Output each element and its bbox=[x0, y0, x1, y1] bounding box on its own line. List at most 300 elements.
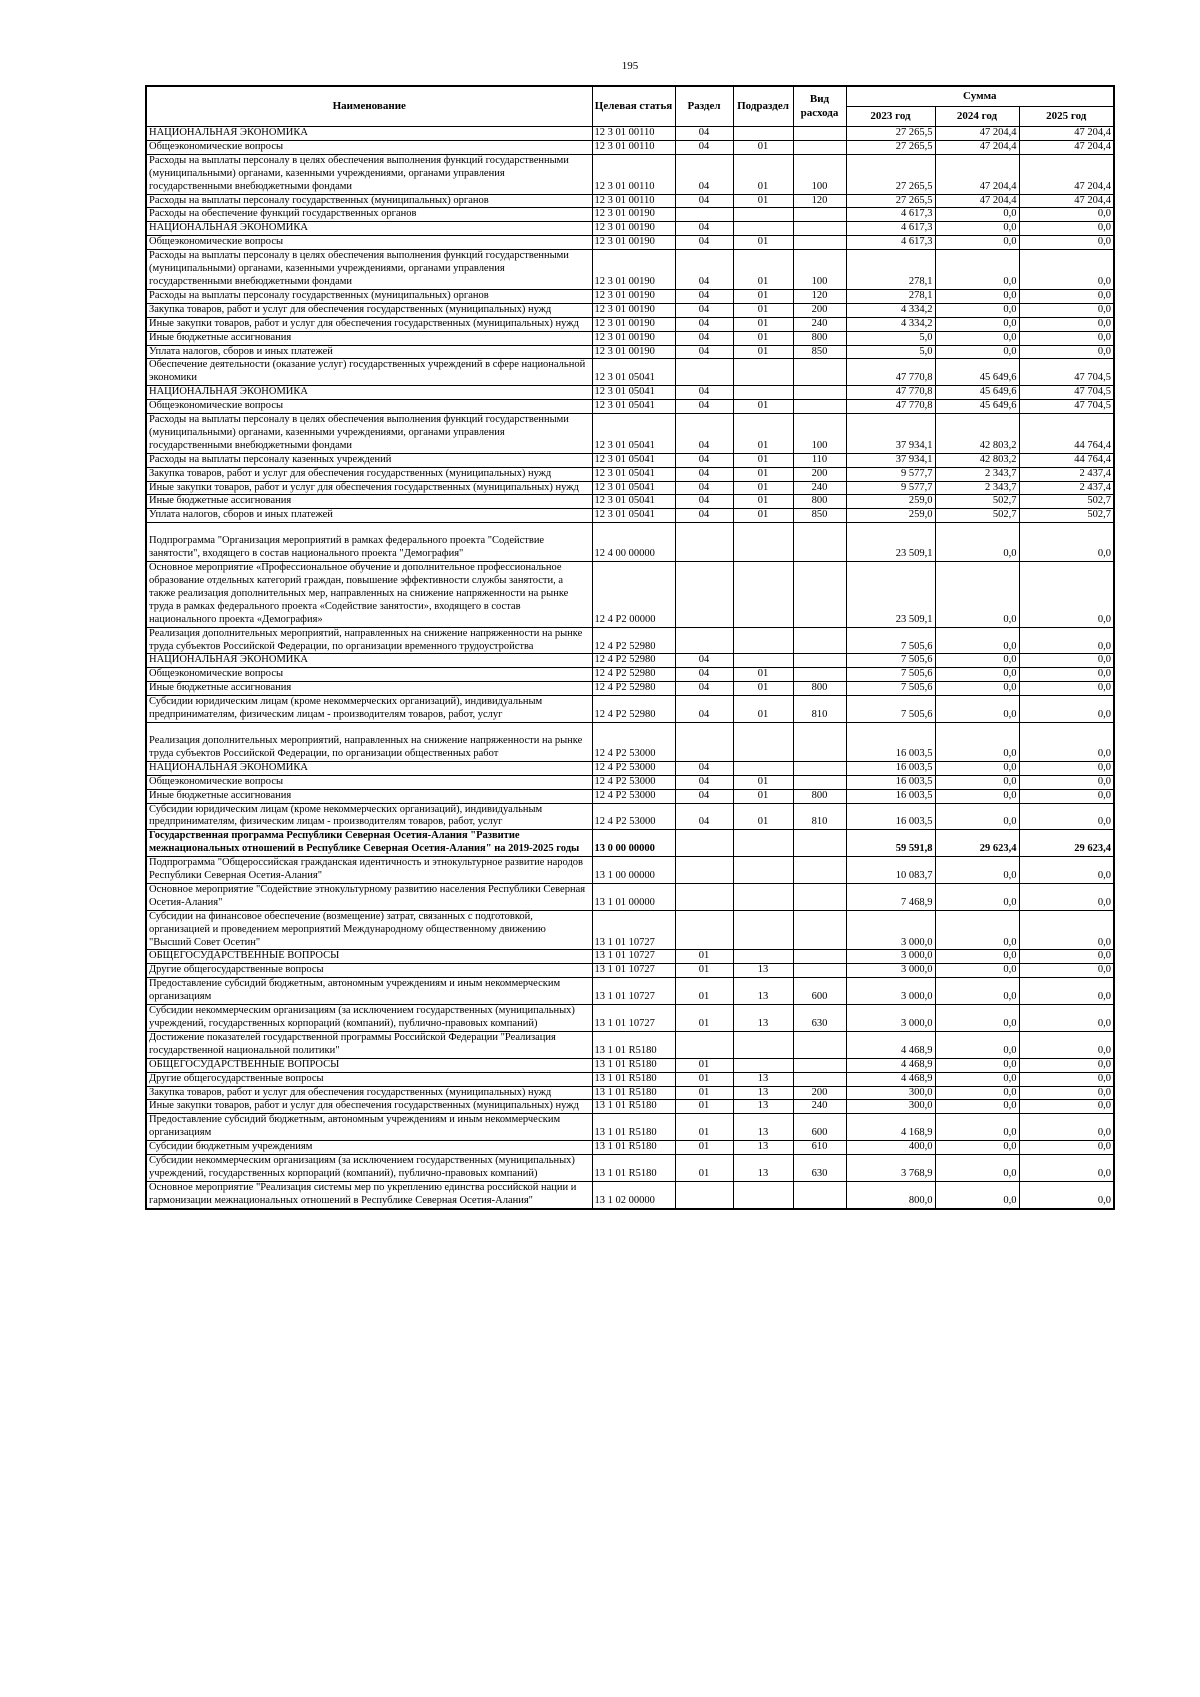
row-target-code: 12 4 P2 53000 bbox=[592, 775, 675, 789]
row-subsection: 01 bbox=[733, 289, 793, 303]
table-row bbox=[146, 830, 1114, 857]
row-section: 01 bbox=[675, 1155, 733, 1182]
row-name: Общеэкономические вопросы bbox=[146, 140, 592, 154]
row-subsection: 01 bbox=[733, 400, 793, 414]
row-sum-2023: 10 083,7 bbox=[846, 857, 935, 884]
row-subsection: 01 bbox=[733, 331, 793, 345]
row-sum-2025: 44 764,4 bbox=[1019, 453, 1114, 467]
row-target-code: 12 3 01 00110 bbox=[592, 154, 675, 194]
table-row bbox=[146, 359, 1114, 386]
row-name: Субсидии на финансовое обеспечение (возмещение) затрат, связанных с подготовкой, организацией и проведением мероприятий Международному общественному движению "Высший Совет Осетин" bbox=[146, 910, 592, 950]
row-sum-2023: 3 000,0 bbox=[846, 950, 935, 964]
table-row bbox=[146, 803, 1114, 830]
row-sum-2023: 4 617,3 bbox=[846, 222, 935, 236]
row-sum-2025: 0,0 bbox=[1019, 222, 1114, 236]
table-row bbox=[146, 910, 1114, 950]
row-subsection bbox=[733, 386, 793, 400]
row-sum-2023: 16 003,5 bbox=[846, 775, 935, 789]
row-section: 04 bbox=[675, 331, 733, 345]
row-sum-2024: 0,0 bbox=[935, 317, 1019, 331]
table-row bbox=[146, 317, 1114, 331]
row-sum-2024: 0,0 bbox=[935, 668, 1019, 682]
row-name: Расходы на выплаты персоналу в целях обеспечения выполнения функций государственными (муниципальными) органами, казенными учреждениями, органами управления государственными внебюджетными фондами bbox=[146, 250, 592, 290]
table-row bbox=[146, 127, 1114, 141]
row-expense-type bbox=[793, 654, 846, 668]
row-subsection: 01 bbox=[733, 696, 793, 723]
row-sum-2025: 0,0 bbox=[1019, 1155, 1114, 1182]
row-section: 04 bbox=[675, 289, 733, 303]
row-sum-2024: 47 204,4 bbox=[935, 140, 1019, 154]
row-sum-2024: 45 649,6 bbox=[935, 359, 1019, 386]
header-name: Наименование bbox=[146, 86, 592, 127]
row-name: ОБЩЕГОСУДАРСТВЕННЫЕ ВОПРОСЫ bbox=[146, 1058, 592, 1072]
row-sum-2025: 47 704,5 bbox=[1019, 400, 1114, 414]
row-sum-2023: 47 770,8 bbox=[846, 359, 935, 386]
table-row bbox=[146, 682, 1114, 696]
table-row bbox=[146, 481, 1114, 495]
row-sum-2025: 44 764,4 bbox=[1019, 414, 1114, 454]
row-sum-2023: 3 000,0 bbox=[846, 910, 935, 950]
row-sum-2024: 47 204,4 bbox=[935, 194, 1019, 208]
row-section: 04 bbox=[675, 761, 733, 775]
row-section bbox=[675, 359, 733, 386]
row-target-code: 12 4 P2 52980 bbox=[592, 627, 675, 654]
row-subsection bbox=[733, 722, 793, 761]
row-sum-2024: 0,0 bbox=[935, 857, 1019, 884]
row-section bbox=[675, 910, 733, 950]
row-expense-type: 200 bbox=[793, 467, 846, 481]
row-sum-2023: 4 468,9 bbox=[846, 1072, 935, 1086]
table-row bbox=[146, 1086, 1114, 1100]
row-subsection: 01 bbox=[733, 453, 793, 467]
table-row bbox=[146, 523, 1114, 562]
row-subsection bbox=[733, 627, 793, 654]
row-target-code: 13 1 01 10727 bbox=[592, 1005, 675, 1032]
row-section bbox=[675, 562, 733, 628]
row-sum-2023: 4 468,9 bbox=[846, 1031, 935, 1058]
row-name: Общеэкономические вопросы bbox=[146, 668, 592, 682]
table-row bbox=[146, 1100, 1114, 1114]
row-sum-2024: 0,0 bbox=[935, 978, 1019, 1005]
row-sum-2023: 9 577,7 bbox=[846, 467, 935, 481]
row-target-code: 12 4 P2 53000 bbox=[592, 803, 675, 830]
table-row bbox=[146, 1181, 1114, 1208]
table-row bbox=[146, 668, 1114, 682]
row-subsection bbox=[733, 208, 793, 222]
row-name: Основное мероприятие «Профессиональное обучение и дополнительное профессиональное образование отдельных категорий граждан, повышение эффективности службы занятости, а также реализация дополнительных мер, направленных на снижение напряженности на рынке труда в рамках федерального проекта «Содействие занятости», входящего в состав национального проекта «Демография» bbox=[146, 562, 592, 628]
row-sum-2023: 47 770,8 bbox=[846, 386, 935, 400]
row-sum-2025: 47 204,4 bbox=[1019, 154, 1114, 194]
row-target-code: 12 3 01 05041 bbox=[592, 386, 675, 400]
header-section: Раздел bbox=[675, 86, 733, 127]
row-sum-2023: 16 003,5 bbox=[846, 789, 935, 803]
row-sum-2025: 0,0 bbox=[1019, 761, 1114, 775]
row-sum-2023: 400,0 bbox=[846, 1141, 935, 1155]
row-subsection bbox=[733, 910, 793, 950]
row-section: 04 bbox=[675, 154, 733, 194]
table-row bbox=[146, 400, 1114, 414]
row-subsection bbox=[733, 761, 793, 775]
row-sum-2024: 42 803,2 bbox=[935, 453, 1019, 467]
row-subsection: 13 bbox=[733, 1155, 793, 1182]
row-target-code: 12 3 01 00190 bbox=[592, 331, 675, 345]
row-sum-2025: 0,0 bbox=[1019, 1114, 1114, 1141]
table-row bbox=[146, 331, 1114, 345]
row-sum-2024: 0,0 bbox=[935, 1072, 1019, 1086]
row-section: 01 bbox=[675, 1141, 733, 1155]
row-expense-type bbox=[793, 1072, 846, 1086]
row-expense-type: 850 bbox=[793, 509, 846, 523]
row-name: Субсидии некоммерческим организациям (за исключением государственных (муниципальных) учреждений, государственных корпораций (компаний), публично-правовых компаний) bbox=[146, 1005, 592, 1032]
row-name: Государственная программа Республики Северная Осетия-Алания "Развитие межнациональных отношений в Республике Северная Осетия-Алания" на 2019-2025 годы bbox=[146, 830, 592, 857]
row-sum-2024: 45 649,6 bbox=[935, 400, 1019, 414]
row-expense-type bbox=[793, 1058, 846, 1072]
table-row bbox=[146, 303, 1114, 317]
table-row bbox=[146, 1005, 1114, 1032]
budget-table bbox=[145, 85, 1115, 1210]
row-name: Уплата налогов, сборов и иных платежей bbox=[146, 345, 592, 359]
row-sum-2023: 800,0 bbox=[846, 1181, 935, 1208]
row-name: Иные закупки товаров, работ и услуг для обеспечения государственных (муниципальных) нужд bbox=[146, 1100, 592, 1114]
row-sum-2023: 259,0 bbox=[846, 495, 935, 509]
row-name: Расходы на выплаты персоналу в целях обеспечения выполнения функций государственными (муниципальными) органами, казенными учреждениями, органами управления государственными внебюджетными фондами bbox=[146, 414, 592, 454]
row-sum-2024: 42 803,2 bbox=[935, 414, 1019, 454]
row-name: Иные бюджетные ассигнования bbox=[146, 331, 592, 345]
row-subsection bbox=[733, 523, 793, 562]
row-section: 01 bbox=[675, 1058, 733, 1072]
row-sum-2025: 0,0 bbox=[1019, 1005, 1114, 1032]
row-expense-type: 200 bbox=[793, 303, 846, 317]
row-sum-2024: 47 204,4 bbox=[935, 127, 1019, 141]
row-sum-2023: 3 000,0 bbox=[846, 978, 935, 1005]
row-sum-2025: 0,0 bbox=[1019, 883, 1114, 910]
row-expense-type bbox=[793, 400, 846, 414]
row-sum-2024: 0,0 bbox=[935, 964, 1019, 978]
row-expense-type bbox=[793, 208, 846, 222]
row-sum-2025: 0,0 bbox=[1019, 562, 1114, 628]
row-section: 04 bbox=[675, 696, 733, 723]
row-sum-2023: 47 770,8 bbox=[846, 400, 935, 414]
table-row bbox=[146, 289, 1114, 303]
row-section: 04 bbox=[675, 222, 733, 236]
row-target-code: 12 4 P2 52980 bbox=[592, 682, 675, 696]
row-section: 04 bbox=[675, 140, 733, 154]
row-name: Другие общегосударственные вопросы bbox=[146, 1072, 592, 1086]
row-target-code: 12 3 01 05041 bbox=[592, 359, 675, 386]
row-name: Расходы на обеспечение функций государственных органов bbox=[146, 208, 592, 222]
table-row bbox=[146, 722, 1114, 761]
row-sum-2023: 5,0 bbox=[846, 331, 935, 345]
row-sum-2023: 27 265,5 bbox=[846, 127, 935, 141]
row-section: 04 bbox=[675, 317, 733, 331]
row-expense-type: 800 bbox=[793, 682, 846, 696]
row-subsection: 01 bbox=[733, 467, 793, 481]
row-sum-2023: 16 003,5 bbox=[846, 803, 935, 830]
row-name: Субсидии юридическим лицам (кроме некоммерческих организаций), индивидуальным предпринимателям, физическим лицам - производителям товаров, работ, услуг bbox=[146, 696, 592, 723]
row-subsection: 01 bbox=[733, 345, 793, 359]
row-sum-2023: 300,0 bbox=[846, 1086, 935, 1100]
row-subsection: 01 bbox=[733, 414, 793, 454]
row-sum-2024: 0,0 bbox=[935, 222, 1019, 236]
row-expense-type: 100 bbox=[793, 250, 846, 290]
row-sum-2024: 0,0 bbox=[935, 789, 1019, 803]
row-subsection: 01 bbox=[733, 682, 793, 696]
row-sum-2025: 0,0 bbox=[1019, 250, 1114, 290]
table-row bbox=[146, 857, 1114, 884]
row-section: 04 bbox=[675, 194, 733, 208]
table-row bbox=[146, 208, 1114, 222]
row-sum-2024: 0,0 bbox=[935, 910, 1019, 950]
row-section: 04 bbox=[675, 453, 733, 467]
row-sum-2024: 0,0 bbox=[935, 523, 1019, 562]
row-sum-2025: 0,0 bbox=[1019, 1058, 1114, 1072]
row-sum-2025: 0,0 bbox=[1019, 523, 1114, 562]
row-expense-type: 810 bbox=[793, 696, 846, 723]
row-sum-2025: 0,0 bbox=[1019, 303, 1114, 317]
row-sum-2024: 0,0 bbox=[935, 696, 1019, 723]
row-expense-type bbox=[793, 668, 846, 682]
row-section bbox=[675, 883, 733, 910]
row-sum-2023: 4 617,3 bbox=[846, 208, 935, 222]
row-section: 04 bbox=[675, 789, 733, 803]
row-sum-2023: 7 505,6 bbox=[846, 627, 935, 654]
row-subsection: 01 bbox=[733, 509, 793, 523]
row-expense-type bbox=[793, 775, 846, 789]
row-subsection bbox=[733, 222, 793, 236]
table-row bbox=[146, 386, 1114, 400]
row-sum-2025: 0,0 bbox=[1019, 789, 1114, 803]
row-subsection: 13 bbox=[733, 1141, 793, 1155]
row-sum-2025: 0,0 bbox=[1019, 331, 1114, 345]
row-sum-2023: 23 509,1 bbox=[846, 562, 935, 628]
table-row bbox=[146, 562, 1114, 628]
row-section: 04 bbox=[675, 303, 733, 317]
row-subsection: 01 bbox=[733, 803, 793, 830]
row-sum-2024: 0,0 bbox=[935, 331, 1019, 345]
row-section: 04 bbox=[675, 654, 733, 668]
table-row bbox=[146, 236, 1114, 250]
row-section: 04 bbox=[675, 236, 733, 250]
row-subsection: 01 bbox=[733, 481, 793, 495]
row-target-code: 13 0 00 00000 bbox=[592, 830, 675, 857]
row-sum-2023: 27 265,5 bbox=[846, 194, 935, 208]
table-body bbox=[146, 127, 1114, 1209]
row-sum-2024: 0,0 bbox=[935, 722, 1019, 761]
row-sum-2025: 0,0 bbox=[1019, 236, 1114, 250]
table-row bbox=[146, 509, 1114, 523]
row-target-code: 13 1 01 R5180 bbox=[592, 1100, 675, 1114]
row-expense-type bbox=[793, 359, 846, 386]
row-section: 04 bbox=[675, 481, 733, 495]
row-name: Подпрограмма "Общероссийская гражданская идентичность и этнокультурное развитие народов Республики Северная Осетия-Алания" bbox=[146, 857, 592, 884]
table-row bbox=[146, 775, 1114, 789]
row-subsection: 01 bbox=[733, 250, 793, 290]
row-sum-2023: 5,0 bbox=[846, 345, 935, 359]
row-sum-2024: 0,0 bbox=[935, 1155, 1019, 1182]
row-name: Расходы на выплаты персоналу казенных учреждений bbox=[146, 453, 592, 467]
row-sum-2025: 0,0 bbox=[1019, 1086, 1114, 1100]
table-row bbox=[146, 140, 1114, 154]
row-subsection: 13 bbox=[733, 1114, 793, 1141]
row-name: Основное мероприятие "Содействие этнокультурному развитию населения Республики Северная Осетия-Алания" bbox=[146, 883, 592, 910]
row-expense-type: 800 bbox=[793, 331, 846, 345]
row-subsection: 13 bbox=[733, 978, 793, 1005]
row-expense-type: 110 bbox=[793, 453, 846, 467]
row-sum-2025: 0,0 bbox=[1019, 950, 1114, 964]
row-target-code: 13 1 01 R5180 bbox=[592, 1086, 675, 1100]
row-sum-2024: 29 623,4 bbox=[935, 830, 1019, 857]
row-subsection: 13 bbox=[733, 1086, 793, 1100]
row-subsection bbox=[733, 127, 793, 141]
row-target-code: 12 3 01 05041 bbox=[592, 495, 675, 509]
row-sum-2025: 47 204,4 bbox=[1019, 194, 1114, 208]
row-subsection: 01 bbox=[733, 236, 793, 250]
row-section: 01 bbox=[675, 950, 733, 964]
row-name: НАЦИОНАЛЬНАЯ ЭКОНОМИКА bbox=[146, 386, 592, 400]
row-target-code: 12 4 P2 53000 bbox=[592, 722, 675, 761]
row-name: Закупка товаров, работ и услуг для обеспечения государственных (муниципальных) нужд bbox=[146, 303, 592, 317]
row-expense-type: 100 bbox=[793, 414, 846, 454]
row-target-code: 13 1 01 R5180 bbox=[592, 1155, 675, 1182]
row-target-code: 12 3 01 00190 bbox=[592, 345, 675, 359]
row-sum-2025: 0,0 bbox=[1019, 722, 1114, 761]
row-subsection: 01 bbox=[733, 775, 793, 789]
row-sum-2025: 502,7 bbox=[1019, 509, 1114, 523]
row-target-code: 13 1 01 R5180 bbox=[592, 1072, 675, 1086]
row-name: Закупка товаров, работ и услуг для обеспечения государственных (муниципальных) нужд bbox=[146, 467, 592, 481]
table-row bbox=[146, 495, 1114, 509]
row-target-code: 12 3 01 00110 bbox=[592, 140, 675, 154]
row-section: 04 bbox=[675, 495, 733, 509]
row-sum-2024: 502,7 bbox=[935, 509, 1019, 523]
row-name: Иные бюджетные ассигнования bbox=[146, 682, 592, 696]
row-section: 04 bbox=[675, 775, 733, 789]
row-name: Расходы на выплаты персоналу государственных (муниципальных) органов bbox=[146, 194, 592, 208]
row-name: Обеспечение деятельности (оказание услуг) государственных учреждений в сфере национальной экономики bbox=[146, 359, 592, 386]
row-sum-2023: 4 334,2 bbox=[846, 317, 935, 331]
row-sum-2024: 0,0 bbox=[935, 1005, 1019, 1032]
header-subsection: Подраздел bbox=[733, 86, 793, 127]
row-target-code: 12 4 P2 52980 bbox=[592, 696, 675, 723]
row-sum-2023: 259,0 bbox=[846, 509, 935, 523]
row-subsection bbox=[733, 830, 793, 857]
row-sum-2023: 3 000,0 bbox=[846, 964, 935, 978]
row-sum-2025: 29 623,4 bbox=[1019, 830, 1114, 857]
row-sum-2025: 0,0 bbox=[1019, 775, 1114, 789]
row-sum-2023: 3 000,0 bbox=[846, 1005, 935, 1032]
row-sum-2025: 0,0 bbox=[1019, 627, 1114, 654]
row-sum-2024: 0,0 bbox=[935, 562, 1019, 628]
row-expense-type bbox=[793, 562, 846, 628]
row-target-code: 12 3 01 05041 bbox=[592, 400, 675, 414]
row-sum-2025: 47 704,5 bbox=[1019, 386, 1114, 400]
row-name: Достижение показателей государственной программы Российской Федерации "Реализация государственной национальной политики" bbox=[146, 1031, 592, 1058]
row-sum-2023: 27 265,5 bbox=[846, 154, 935, 194]
row-expense-type: 600 bbox=[793, 978, 846, 1005]
row-sum-2025: 0,0 bbox=[1019, 1181, 1114, 1208]
row-target-code: 12 3 01 05041 bbox=[592, 481, 675, 495]
row-expense-type: 630 bbox=[793, 1155, 846, 1182]
row-subsection bbox=[733, 1031, 793, 1058]
row-target-code: 13 1 01 10727 bbox=[592, 978, 675, 1005]
row-target-code: 12 4 P2 52980 bbox=[592, 654, 675, 668]
row-sum-2024: 0,0 bbox=[935, 654, 1019, 668]
row-sum-2023: 16 003,5 bbox=[846, 722, 935, 761]
table-row bbox=[146, 1072, 1114, 1086]
row-sum-2024: 0,0 bbox=[935, 775, 1019, 789]
row-sum-2023: 27 265,5 bbox=[846, 140, 935, 154]
row-sum-2024: 2 343,7 bbox=[935, 467, 1019, 481]
row-sum-2025: 0,0 bbox=[1019, 289, 1114, 303]
row-subsection: 01 bbox=[733, 317, 793, 331]
table-row bbox=[146, 654, 1114, 668]
row-name: Закупка товаров, работ и услуг для обеспечения государственных (муниципальных) нужд bbox=[146, 1086, 592, 1100]
header-year-2024: 2024 год bbox=[935, 107, 1019, 127]
table-row bbox=[146, 453, 1114, 467]
row-sum-2023: 9 577,7 bbox=[846, 481, 935, 495]
row-expense-type bbox=[793, 386, 846, 400]
header-year-2023: 2023 год bbox=[846, 107, 935, 127]
row-sum-2023: 7 505,6 bbox=[846, 696, 935, 723]
row-sum-2024: 0,0 bbox=[935, 1100, 1019, 1114]
row-section bbox=[675, 1181, 733, 1208]
row-sum-2023: 278,1 bbox=[846, 250, 935, 290]
row-sum-2023: 59 591,8 bbox=[846, 830, 935, 857]
row-name: Иные бюджетные ассигнования bbox=[146, 495, 592, 509]
row-name: Реализация дополнительных мероприятий, направленных на снижение напряженности на рынке труда субъектов Российской Федерации, по организации общественных работ bbox=[146, 722, 592, 761]
row-section: 04 bbox=[675, 414, 733, 454]
row-sum-2024: 0,0 bbox=[935, 627, 1019, 654]
table-header bbox=[146, 86, 1114, 127]
row-target-code: 13 1 01 00000 bbox=[592, 883, 675, 910]
row-sum-2024: 47 204,4 bbox=[935, 154, 1019, 194]
row-expense-type: 800 bbox=[793, 789, 846, 803]
row-subsection bbox=[733, 883, 793, 910]
row-section: 01 bbox=[675, 978, 733, 1005]
row-expense-type bbox=[793, 857, 846, 884]
row-sum-2023: 4 168,9 bbox=[846, 1114, 935, 1141]
row-expense-type: 850 bbox=[793, 345, 846, 359]
row-target-code: 12 3 01 05041 bbox=[592, 509, 675, 523]
row-sum-2025: 0,0 bbox=[1019, 910, 1114, 950]
row-sum-2025: 0,0 bbox=[1019, 345, 1114, 359]
row-section: 04 bbox=[675, 400, 733, 414]
row-subsection: 13 bbox=[733, 1100, 793, 1114]
row-name: Субсидии некоммерческим организациям (за исключением государственных (муниципальных) учреждений, государственных корпораций (компаний), публично-правовых компаний) bbox=[146, 1155, 592, 1182]
row-target-code: 12 3 01 00190 bbox=[592, 250, 675, 290]
table-row bbox=[146, 194, 1114, 208]
row-sum-2024: 0,0 bbox=[935, 1086, 1019, 1100]
row-target-code: 13 1 01 R5180 bbox=[592, 1141, 675, 1155]
row-name: Субсидии бюджетным учреждениям bbox=[146, 1141, 592, 1155]
row-section: 04 bbox=[675, 127, 733, 141]
row-name: Предоставление субсидий бюджетным, автономным учреждениям и иным некоммерческим организациям bbox=[146, 1114, 592, 1141]
row-name: Подпрограмма "Организация мероприятий в рамках федерального проекта "Содействие занятости", входящего в состав национального проекта "Демография" bbox=[146, 523, 592, 562]
row-name: Основное мероприятие "Реализация системы мер по укреплению единства российской нации и гармонизации межнациональных отношений в Республике Северная Осетия-Алания" bbox=[146, 1181, 592, 1208]
row-target-code: 12 3 01 00190 bbox=[592, 289, 675, 303]
row-target-code: 12 3 01 00190 bbox=[592, 236, 675, 250]
table-row bbox=[146, 250, 1114, 290]
row-target-code: 12 4 00 00000 bbox=[592, 523, 675, 562]
table-row bbox=[146, 414, 1114, 454]
row-subsection bbox=[733, 857, 793, 884]
table-row bbox=[146, 222, 1114, 236]
row-subsection bbox=[733, 1058, 793, 1072]
header-target: Целевая статья bbox=[592, 86, 675, 127]
row-name: НАЦИОНАЛЬНАЯ ЭКОНОМИКА bbox=[146, 654, 592, 668]
row-subsection: 01 bbox=[733, 303, 793, 317]
row-expense-type: 120 bbox=[793, 194, 846, 208]
